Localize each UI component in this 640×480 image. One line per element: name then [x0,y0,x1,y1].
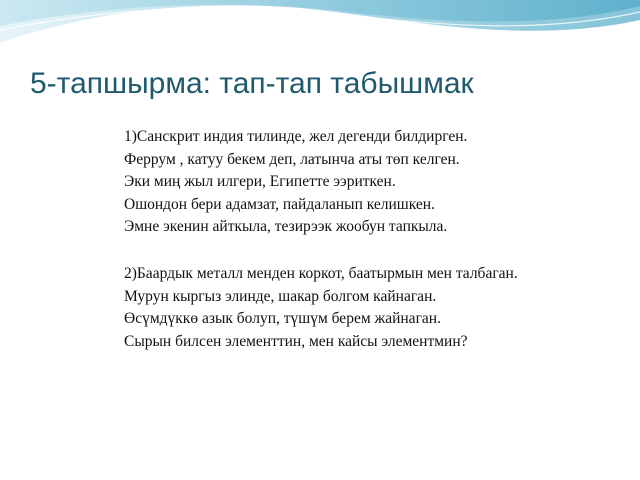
riddle-1 [124,126,624,239]
riddle-2-line: Өсүмдүккө азык болуп, түшүм берем жайнаган. [124,310,441,328]
riddle-1-line: Эки миң жыл илгери, Египетте ээриткен. [124,173,396,191]
riddle-2 [124,263,624,353]
riddle-2-line: Сырын билсен элементтин, мен кайсы элементмин? [124,332,468,350]
riddle-1-line: Ошондон бери адамзат, пайдаланып келишкен. [124,195,435,213]
header-wave-decoration [0,0,640,60]
riddle-2-line: Мурун кыргыз элинде, шакар болгом кайнаган. [124,287,437,305]
riddle-1-line: Эмне экенин айткыла, тезирээк жообун тапкыла. [124,218,448,236]
paragraph-gap [124,239,624,263]
riddles-text [124,126,624,353]
slide-title: 5-тапшырма: тап-тап табышмак [30,67,474,100]
riddle-1-line: 1)Санскрит индия тилинде, жел дегенди билдирген. [124,128,468,145]
riddle-1-line: Феррум , катуу бекем деп, латынча аты төп келген. [124,150,460,168]
riddle-2-line: 2)Баардык металл менден коркот, баатырмын мен талбаган. [124,264,518,282]
